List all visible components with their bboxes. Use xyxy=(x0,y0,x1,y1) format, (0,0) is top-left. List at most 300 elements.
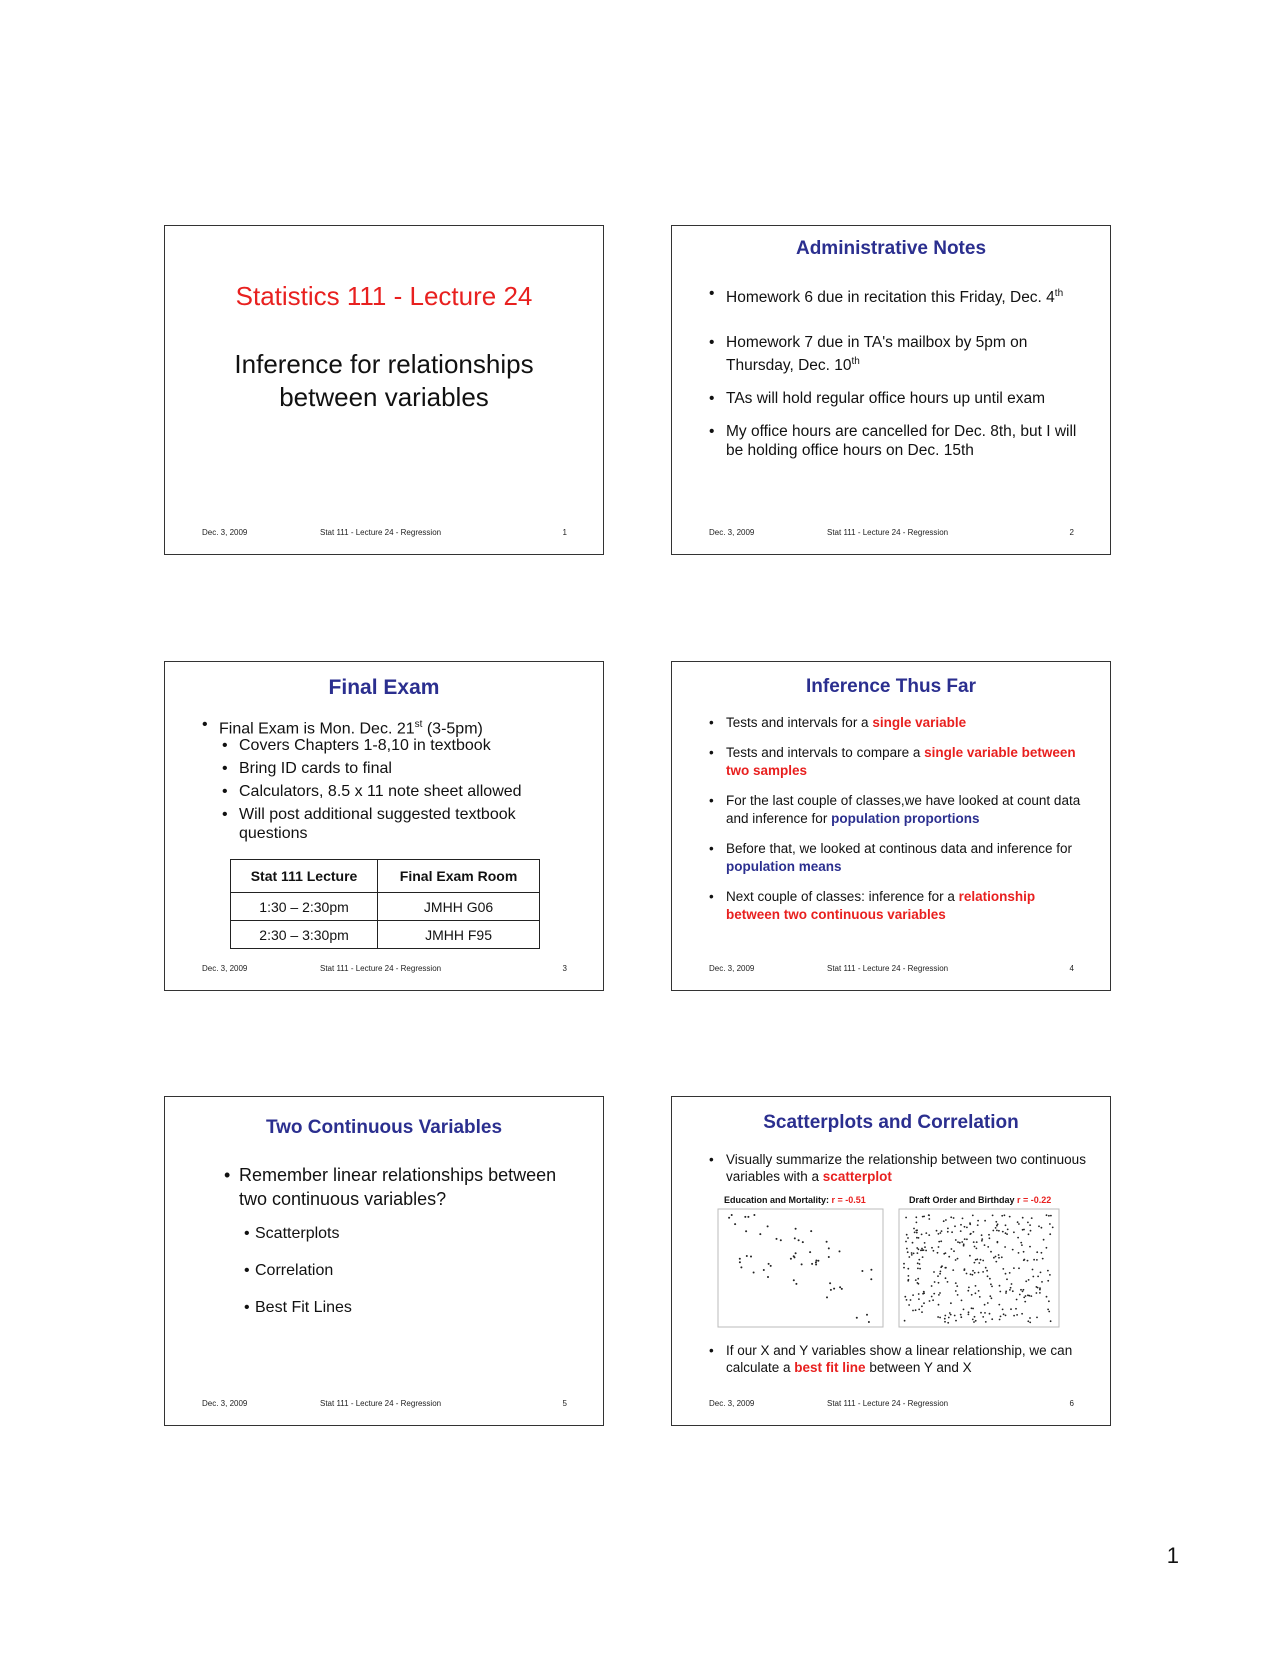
scatter-point xyxy=(1046,1296,1048,1298)
table-cell: 2:30 – 3:30pm xyxy=(231,921,378,949)
scatter-point xyxy=(744,1216,746,1218)
scatter-point xyxy=(907,1251,909,1253)
scatter-point xyxy=(975,1285,977,1287)
scatter-point xyxy=(747,1216,749,1218)
scatter-point xyxy=(976,1258,978,1260)
scatter-point xyxy=(924,1242,926,1244)
scatter-point xyxy=(1030,1230,1032,1232)
scatter-point xyxy=(986,1270,988,1272)
scatter-point xyxy=(1011,1283,1013,1285)
scatter-point xyxy=(790,1258,792,1260)
scatter-point xyxy=(1001,1256,1003,1258)
scatter-point xyxy=(984,1304,986,1306)
scatter-point xyxy=(969,1255,971,1257)
scatter-point xyxy=(972,1319,974,1321)
scatter-point xyxy=(964,1268,966,1270)
scatter-point xyxy=(913,1228,915,1230)
scatter-point xyxy=(944,1321,946,1323)
scatter-point xyxy=(961,1300,963,1302)
scatter-point xyxy=(793,1255,795,1257)
scatter-point xyxy=(1037,1276,1039,1278)
scatter-point xyxy=(917,1262,919,1264)
scatter-point xyxy=(1028,1295,1030,1297)
scatter-point xyxy=(933,1271,935,1273)
scatter-point xyxy=(917,1268,919,1270)
scatter-point xyxy=(870,1278,872,1280)
scatter-point xyxy=(957,1294,959,1296)
scatter-point xyxy=(991,1286,993,1288)
scatter-point xyxy=(999,1291,1001,1293)
scatter-point xyxy=(939,1273,941,1275)
scatter-point xyxy=(951,1248,953,1250)
scatter-point xyxy=(767,1225,769,1227)
scatter-point xyxy=(916,1237,918,1239)
scatter-point xyxy=(1027,1320,1029,1322)
scatter-point xyxy=(907,1280,909,1282)
scatter-point xyxy=(987,1246,989,1248)
scatter-point xyxy=(1048,1311,1050,1313)
scatter-point xyxy=(928,1234,930,1236)
scatter-point xyxy=(908,1256,910,1258)
scatter-point xyxy=(955,1282,957,1284)
scatter-point xyxy=(945,1277,947,1279)
scatter-point xyxy=(815,1261,817,1263)
scatter-point xyxy=(953,1250,955,1252)
scatter-point xyxy=(1005,1315,1007,1317)
scatter-point xyxy=(995,1227,997,1229)
scatter-point xyxy=(950,1216,952,1218)
plot-1-label: Education and Mortality: r = -0.51 xyxy=(724,1195,866,1205)
scatter-point xyxy=(870,1269,872,1271)
scatter-point xyxy=(1046,1247,1048,1249)
scatter-point xyxy=(938,1294,940,1296)
scatter-point xyxy=(952,1269,954,1271)
list-item: • My office hours are cancelled for Dec. 8th, but I will be holding office hours on Dec. 15th xyxy=(709,422,1080,460)
scatter-point xyxy=(970,1273,972,1275)
scatter-point xyxy=(1032,1269,1034,1271)
scatter-point xyxy=(929,1300,931,1302)
scatter-point xyxy=(1020,1289,1022,1291)
scatter-point xyxy=(1005,1224,1007,1226)
scatter-point xyxy=(833,1288,835,1290)
scatter-point xyxy=(826,1241,828,1243)
scatter-point xyxy=(995,1256,997,1258)
scatter-point xyxy=(938,1246,940,1248)
scatter-point xyxy=(903,1263,905,1265)
scatter-point xyxy=(817,1260,819,1262)
scatter-point xyxy=(974,1262,976,1264)
scatter-point xyxy=(938,1241,940,1243)
scatter-point xyxy=(921,1234,923,1236)
bullet-list xyxy=(709,284,1080,460)
scatter-point xyxy=(971,1294,973,1296)
scatter-point xyxy=(931,1285,933,1287)
slide-title: Two Continuous Variables xyxy=(265,1117,503,1138)
scatter-point xyxy=(915,1279,917,1281)
list-item: • Scatterplots xyxy=(244,1225,352,1262)
scatter-point xyxy=(753,1214,755,1216)
scatter-point xyxy=(1022,1217,1024,1219)
scatter-point xyxy=(981,1240,983,1242)
scatter-point xyxy=(905,1217,907,1219)
scatter-point xyxy=(916,1222,918,1224)
scatter-point xyxy=(940,1266,942,1268)
slide-number: 2 xyxy=(1069,528,1074,537)
scatter-point xyxy=(947,1231,949,1233)
scatter-point xyxy=(963,1243,965,1245)
slide-footer xyxy=(672,964,1110,974)
scatter-point xyxy=(912,1242,914,1244)
scatter-point xyxy=(989,1237,991,1239)
scatter-point xyxy=(1016,1314,1018,1316)
scatter-point xyxy=(973,1241,975,1243)
list-item: • Next couple of classes: inference for a relationship between two continuous variables xyxy=(709,888,1090,924)
scatter-point xyxy=(1039,1289,1041,1291)
subtitle-line-1: Inference for relationships xyxy=(234,349,534,379)
scatter-point xyxy=(1025,1295,1027,1297)
scatter-point xyxy=(913,1253,915,1255)
list-item: • If our X and Y variables show a linear relationship, we can calculate a best fit line between Y and X xyxy=(709,1342,1090,1376)
scatter-point xyxy=(924,1246,926,1248)
slide-title: Inference Thus Far xyxy=(806,676,976,697)
slide-3 xyxy=(164,661,604,991)
scatter-point xyxy=(809,1251,811,1253)
scatter-point xyxy=(931,1296,933,1298)
list-item: • Final Exam is Mon. Dec. 21st (3-5pm) xyxy=(202,714,583,739)
scatter-point xyxy=(974,1272,976,1274)
scatter-point xyxy=(928,1218,930,1220)
scatter-point xyxy=(998,1304,1000,1306)
scatter-point xyxy=(811,1263,813,1265)
scatter-point xyxy=(915,1309,917,1311)
scatter-point xyxy=(1027,1222,1029,1224)
scatter-point xyxy=(1021,1244,1023,1246)
scatter-point xyxy=(830,1289,832,1291)
scatter-point xyxy=(991,1318,993,1320)
scatter-point xyxy=(955,1239,957,1241)
scatter-point xyxy=(937,1252,939,1254)
scatter-point xyxy=(978,1290,980,1292)
slide-footer xyxy=(672,1399,1110,1409)
scatter-point xyxy=(1046,1214,1048,1216)
slide-number: 5 xyxy=(562,1399,567,1408)
scatter-point xyxy=(968,1314,970,1316)
scatter-point xyxy=(767,1276,769,1278)
scatter-point xyxy=(957,1258,959,1260)
scatter-point xyxy=(964,1226,966,1228)
scatter-point xyxy=(1049,1223,1051,1225)
scatter-point xyxy=(802,1241,804,1243)
scatter-point xyxy=(987,1275,989,1277)
footer-course: Stat 111 - Lecture 24 - Regression xyxy=(320,964,442,973)
scatter-point xyxy=(1001,1215,1003,1217)
lecture-subtitle xyxy=(205,348,563,414)
scatter-point xyxy=(985,1321,987,1323)
scatter-point xyxy=(1020,1242,1022,1244)
scatter-point xyxy=(915,1230,917,1232)
scatter-point xyxy=(990,1283,992,1285)
scatter-point xyxy=(993,1257,995,1259)
scatter-point xyxy=(922,1256,924,1258)
scatter-point xyxy=(933,1250,935,1252)
scatter-point xyxy=(1029,1322,1031,1324)
scatter-point xyxy=(989,1313,991,1315)
scatter-point xyxy=(948,1317,950,1319)
slide-title: Final Exam xyxy=(328,676,440,699)
sub-bullet-list xyxy=(244,1225,352,1336)
slide-footer xyxy=(672,528,1110,538)
scatter-point xyxy=(1005,1292,1007,1294)
scatter-point xyxy=(1010,1287,1012,1289)
list-item: • Tests and intervals for a single variable xyxy=(709,714,1090,732)
scatter-point xyxy=(740,1266,742,1268)
scatter-point xyxy=(1006,1233,1008,1235)
scatter-point xyxy=(1021,1313,1023,1315)
scatter-point xyxy=(923,1292,925,1294)
slide-footer xyxy=(165,964,603,974)
table-cell: 1:30 – 2:30pm xyxy=(231,893,378,921)
scatter-point xyxy=(861,1270,863,1272)
scatter-point xyxy=(798,1239,800,1241)
scatter-point xyxy=(951,1231,953,1233)
sub-bullet-list xyxy=(222,736,583,847)
scatter-point xyxy=(919,1268,921,1270)
scatter-point xyxy=(977,1220,979,1222)
scatter-point xyxy=(945,1219,947,1221)
scatter-point xyxy=(910,1299,912,1301)
scatter-point xyxy=(937,1275,939,1277)
table-cell: JMHH F95 xyxy=(378,921,540,949)
footer-course: Stat 111 - Lecture 24 - Regression xyxy=(827,964,949,973)
list-item: • Remember linear relationships between two continuous variables? xyxy=(224,1163,583,1211)
scatter-point xyxy=(954,1225,956,1227)
scatter-point xyxy=(921,1311,923,1313)
list-item: • Calculators, 8.5 x 11 note sheet allowed xyxy=(222,782,583,801)
scatter-point xyxy=(1036,1251,1038,1253)
scatter-point xyxy=(841,1288,843,1290)
scatter-point xyxy=(911,1254,913,1256)
scatter-point xyxy=(1016,1299,1018,1301)
scatter-point xyxy=(996,1230,998,1232)
scatter-point xyxy=(921,1248,923,1250)
list-item: • Homework 6 due in recitation this Friday, Dec. 4th xyxy=(709,284,1080,307)
scatter-point xyxy=(996,1225,998,1227)
scatter-point xyxy=(962,1218,964,1220)
exam-room-table xyxy=(230,859,540,949)
scatter-point xyxy=(948,1256,950,1258)
scatter-point xyxy=(999,1285,1001,1287)
scatter-point xyxy=(955,1320,957,1322)
scatter-point xyxy=(953,1217,955,1219)
scatter-point xyxy=(928,1214,930,1216)
scatter-point xyxy=(920,1250,922,1252)
scatter-point xyxy=(914,1232,916,1234)
scatter-point xyxy=(939,1292,941,1294)
scatter-point xyxy=(974,1246,976,1248)
scatter-point xyxy=(1041,1252,1043,1254)
table-row xyxy=(231,921,540,949)
scatter-point xyxy=(978,1272,980,1274)
slide-title: Administrative Notes xyxy=(795,238,987,259)
scatter-point xyxy=(1005,1232,1007,1234)
scatter-point xyxy=(906,1234,908,1236)
scatter-point xyxy=(810,1230,812,1232)
scatter-point xyxy=(916,1232,918,1234)
footer-date: Dec. 3, 2009 xyxy=(709,528,755,537)
scatter-point xyxy=(906,1299,908,1301)
scatter-point xyxy=(1007,1229,1009,1231)
scatter-point xyxy=(753,1272,755,1274)
scatter-point xyxy=(999,1319,1001,1321)
scatter-point xyxy=(992,1230,994,1232)
scatter-point xyxy=(966,1273,968,1275)
scatter-point xyxy=(1028,1233,1030,1235)
list-item: • Before that, we looked at continous data and inference for population means xyxy=(709,840,1090,876)
scatter-point xyxy=(995,1261,997,1263)
scatter-point xyxy=(955,1259,957,1261)
scatter-point xyxy=(984,1220,986,1222)
bullet-list xyxy=(709,714,1090,936)
bullet-list xyxy=(709,1151,1090,1185)
scatter-point xyxy=(1000,1316,1002,1318)
education-mortality-scatterplot xyxy=(708,1207,888,1337)
scatter-point xyxy=(918,1248,920,1250)
scatter-point xyxy=(950,1302,952,1304)
scatter-point xyxy=(828,1247,830,1249)
scatter-point xyxy=(1029,1317,1031,1319)
scatter-point xyxy=(911,1252,913,1254)
slide-1 xyxy=(164,225,604,555)
scatter-point xyxy=(975,1259,977,1261)
scatter-point xyxy=(940,1232,942,1234)
slide-footer xyxy=(165,1399,603,1409)
scatter-point xyxy=(988,1234,990,1236)
scatter-point xyxy=(938,1282,940,1284)
scatter-point xyxy=(1048,1215,1050,1217)
scatter-point xyxy=(982,1260,984,1262)
scatter-point xyxy=(1002,1309,1004,1311)
footer-date: Dec. 3, 2009 xyxy=(202,528,248,537)
scatter-point xyxy=(1025,1280,1027,1282)
scatter-point xyxy=(931,1247,933,1249)
scatter-point xyxy=(1015,1308,1017,1310)
scatter-point xyxy=(968,1311,970,1313)
scatter-point xyxy=(839,1250,841,1252)
footer-course: Stat 111 - Lecture 24 - Regression xyxy=(827,1399,949,1408)
scatter-point xyxy=(1006,1278,1008,1280)
scatter-point xyxy=(795,1252,797,1254)
scatter-point xyxy=(904,1320,906,1322)
scatter-point xyxy=(1036,1259,1038,1261)
scatter-point xyxy=(972,1215,974,1217)
scatter-point xyxy=(947,1228,949,1230)
scatter-point xyxy=(1005,1291,1007,1293)
scatter-point xyxy=(940,1240,942,1242)
list-item: • TAs will hold regular office hours up until exam xyxy=(709,389,1080,408)
scatter-point xyxy=(976,1248,978,1250)
scatter-point xyxy=(966,1227,968,1229)
footer-course: Stat 111 - Lecture 24 - Regression xyxy=(320,528,442,537)
scatter-point xyxy=(976,1241,978,1243)
scatter-point xyxy=(906,1248,908,1250)
scatter-point xyxy=(912,1294,914,1296)
scatter-point xyxy=(1047,1280,1049,1282)
scatter-point xyxy=(991,1297,993,1299)
scatter-point xyxy=(1010,1308,1012,1310)
scatter-point xyxy=(978,1262,980,1264)
scatter-point xyxy=(990,1251,992,1253)
scatter-point xyxy=(1042,1258,1044,1260)
scatter-point xyxy=(739,1258,741,1260)
list-item: • Best Fit Lines xyxy=(244,1299,352,1336)
scatter-point xyxy=(977,1224,979,1226)
scatter-point xyxy=(839,1286,841,1288)
scatter-point xyxy=(987,1302,989,1304)
scatter-point xyxy=(866,1314,868,1316)
page-number: 1 xyxy=(1166,1543,1179,1568)
scatter-point xyxy=(1030,1295,1032,1297)
scatter-point xyxy=(1038,1225,1040,1227)
scatter-point xyxy=(925,1250,927,1252)
list-item: • For the last couple of classes,we have looked at count data and inference for population proportions xyxy=(709,792,1090,828)
scatter-point xyxy=(918,1259,920,1261)
slide-number: 6 xyxy=(1069,1399,1074,1408)
scatter-point xyxy=(1009,1216,1011,1218)
scatter-point xyxy=(971,1307,973,1309)
scatter-point xyxy=(917,1252,919,1254)
scatter-point xyxy=(918,1298,920,1300)
scatter-point xyxy=(1029,1224,1031,1226)
scatter-point xyxy=(1013,1315,1015,1317)
scatter-point xyxy=(1031,1217,1033,1219)
scatter-point xyxy=(780,1239,782,1241)
scatter-point xyxy=(959,1242,961,1244)
scatter-point xyxy=(921,1305,923,1307)
scatter-point xyxy=(776,1238,778,1240)
scatter-point xyxy=(1024,1301,1026,1303)
scatter-point xyxy=(1043,1239,1045,1241)
scatter-point xyxy=(907,1268,909,1270)
scatter-point xyxy=(975,1292,977,1294)
scatter-point xyxy=(998,1257,1000,1259)
scatter-point xyxy=(933,1293,935,1295)
scatter-point xyxy=(868,1321,870,1323)
scatter-point xyxy=(1023,1229,1025,1231)
scatter-point xyxy=(1019,1294,1021,1296)
footer-date: Dec. 3, 2009 xyxy=(709,1399,755,1408)
list-item: • Correlation xyxy=(244,1262,352,1299)
scatter-point xyxy=(964,1238,966,1240)
table-row xyxy=(231,893,540,921)
scatter-point xyxy=(1036,1292,1038,1294)
scatter-point xyxy=(969,1233,971,1235)
scatter-point xyxy=(967,1290,969,1292)
footer-date: Dec. 3, 2009 xyxy=(202,964,248,973)
scatter-point xyxy=(1012,1249,1014,1251)
scatter-point xyxy=(997,1242,999,1244)
scatter-point xyxy=(1049,1233,1051,1235)
scatter-point xyxy=(794,1237,796,1239)
scatter-point xyxy=(963,1309,965,1311)
scatter-point xyxy=(940,1271,942,1273)
scatter-point xyxy=(1033,1259,1035,1261)
scatter-point xyxy=(972,1274,974,1276)
scatter-point xyxy=(943,1220,945,1222)
scatter-point xyxy=(908,1275,910,1277)
footer-date: Dec. 3, 2009 xyxy=(202,1399,248,1408)
scatter-point xyxy=(980,1259,982,1261)
scatter-point xyxy=(1013,1267,1015,1269)
